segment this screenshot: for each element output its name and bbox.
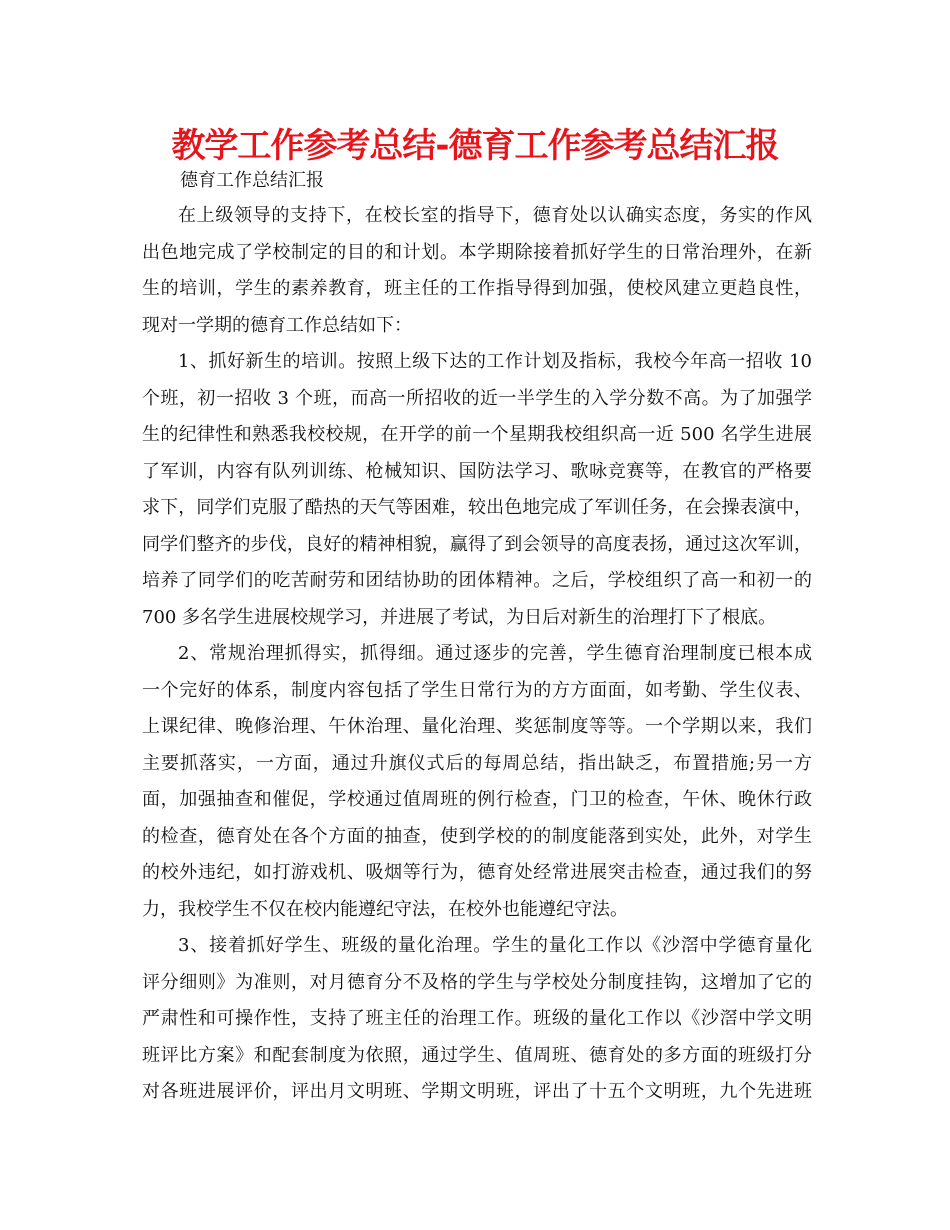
document-title: 教学工作参考总结-德育工作参考总结汇报 — [171, 126, 779, 166]
body-line: 主要抓落实，一方面，通过升旗仪式后的每周总结，指出缺乏，布置措施;另一方 — [142, 752, 812, 774]
body-line: 一个完好的体系，制度内容包括了学生日常行为的方方面面，如考勤、学生仪表、 — [142, 679, 812, 701]
body-line: 了军训，内容有队列训练、枪械知识、国防法学习、歌咏竞赛等，在教官的严格要 — [142, 460, 812, 482]
body-line: 出色地完成了学校制定的目的和计划。本学期除接着抓好学生的日常治理外，在新 — [142, 241, 812, 263]
body-line: 3、接着抓好学生、班级的量化治理。学生的量化工作以《沙滘中学德育量化 — [178, 935, 812, 956]
body-line: 2、常规治理抓得实，抓得细。通过逐步的完善，学生德育治理制度已根本成 — [178, 643, 812, 664]
body-line: 培养了同学们的吃苦耐劳和团结协助的团体精神。之后，学校组织了高一和初一的 — [142, 570, 812, 591]
body-line: 在上级领导的支持下，在校长室的指导下，德育处以认确实态度，务实的作风 — [178, 205, 812, 226]
body-line: 的校外违纪，如打游戏机、吸烟等行为，德育处经常进展突击检查，通过我们的努 — [142, 862, 812, 883]
body-line: 同学们整齐的步伐，良好的精神相貌，赢得了到会领导的高度表扬，通过这次军训， — [142, 533, 812, 555]
body-line: 生的培训，学生的素养教育，班主任的工作指导得到加强，使校风建立更趋良性， — [142, 278, 812, 299]
body-line: 700 多名学生进展校规学习，并进展了考试，为日后对新生的治理打下了根底。 — [142, 606, 777, 628]
body-line: 1、抓好新生的培训。按照上级下达的工作计划及指标，我校今年高一招收 10 — [178, 351, 812, 372]
body-line: 力，我校学生不仅在校内能遵纪守法，在校外也能遵纪守法。 — [142, 898, 628, 920]
body-line: 严肃性和可操作性，支持了班主任的治理工作。班级的量化工作以《沙滘中学文明 — [142, 1008, 812, 1029]
body-line: 的检查，德育处在各个方面的抽查，使到学校的的制度能落到实处，此外，对学生 — [142, 825, 812, 847]
body-line: 面，加强抽查和催促，学校通过值周班的例行检查，门卫的检查，午休、晚休行政 — [142, 789, 812, 810]
body-line: 评分细则》为准则，对月德育分不及格的学生与学校处分制度挂钩，这增加了它的 — [142, 971, 812, 993]
document-body — [142, 198, 812, 1111]
document-subtitle: 德育工作总结汇报 — [180, 170, 324, 191]
body-line: 上课纪律、晚修治理、午休治理、量化治理、奖惩制度等等。一个学期以来，我们 — [142, 716, 812, 737]
body-line: 对各班进展评价，评出月文明班、学期文明班，评出了十五个文明班，九个先进班 — [142, 1081, 812, 1102]
body-line: 个班，初一招收 3 个班，而高一所招收的近一半学生的入学分数不高。为了加强学 — [142, 387, 812, 409]
body-line: 生的纪律性和熟悉我校校规，在开学的前一个星期我校组织高一近 500 名学生进展 — [142, 424, 812, 445]
body-line: 现对一学期的德育工作总结如下： — [142, 314, 412, 336]
body-line: 求下，同学们克服了酷热的天气等困难，较出色地完成了军训任务，在会操表演中， — [142, 497, 812, 518]
body-line: 班评比方案》和配套制度为依照，通过学生、值周班、德育处的多方面的班级打分 — [142, 1044, 812, 1066]
